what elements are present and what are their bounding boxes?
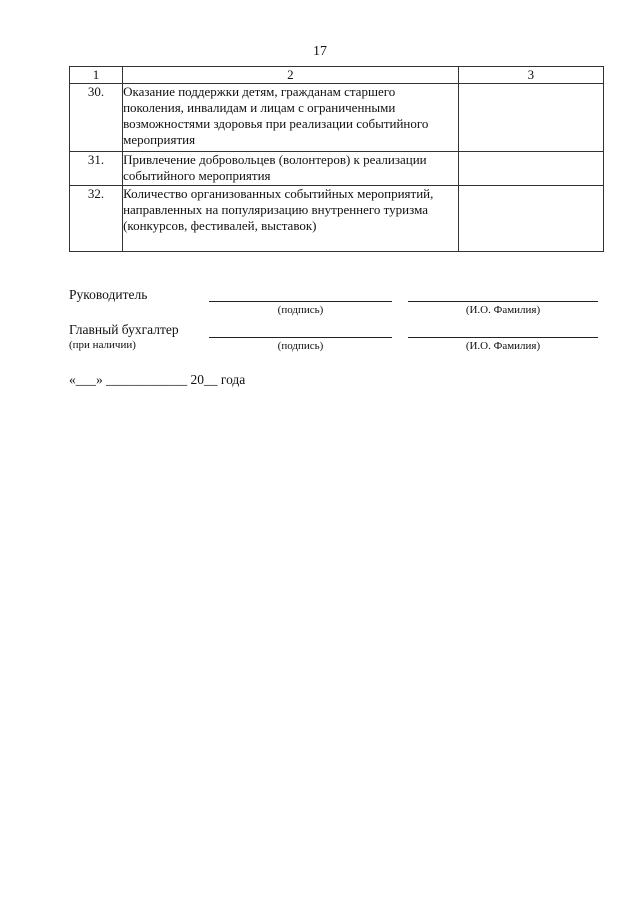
header-cell-2: 2 [123, 67, 459, 84]
row-number: 32. [70, 186, 123, 252]
header-cell-1: 1 [70, 67, 123, 84]
row-number: 31. [70, 152, 123, 186]
header-cell-3: 3 [458, 67, 603, 84]
accountant-name-line[interactable] [408, 337, 598, 338]
row-text: Количество организованных событийных мероприятий, направленных на популяризацию внутреннего туризма (конкурсов, фестивалей, выставок) [123, 186, 459, 252]
head-name-caption: (И.О. Фамилия) [465, 304, 541, 316]
accountant-signature-line[interactable] [209, 337, 392, 338]
accountant-note: (при наличии) [69, 339, 136, 351]
page-number: 17 [313, 44, 327, 59]
accountant-name-caption: (И.О. Фамилия) [465, 340, 541, 352]
table-header-row [70, 67, 604, 84]
head-signature-caption: (подпись) [277, 304, 324, 316]
accountant-signature-caption: (подпись) [277, 340, 324, 352]
row-text: Привлечение добровольцев (волонтеров) к реализации событийного мероприятия [123, 152, 459, 186]
row-value [458, 186, 603, 252]
accountant-label: Главный бухгалтер [69, 322, 179, 337]
row-number: 30. [70, 84, 123, 152]
row-value [458, 84, 603, 152]
report-table [69, 66, 604, 252]
head-signature-line[interactable] [209, 301, 392, 302]
table-row [70, 186, 604, 252]
head-name-line[interactable] [408, 301, 598, 302]
head-label: Руководитель [69, 287, 148, 302]
date-line[interactable]: «___» ____________ 20__ года [69, 372, 246, 387]
table-row [70, 84, 604, 152]
row-text: Оказание поддержки детям, гражданам старшего поколения, инвалидам и лицам с ограниченными возможностями здоровья при реализации событийного мероприятия [123, 84, 459, 152]
table-row [70, 152, 604, 186]
row-value [458, 152, 603, 186]
